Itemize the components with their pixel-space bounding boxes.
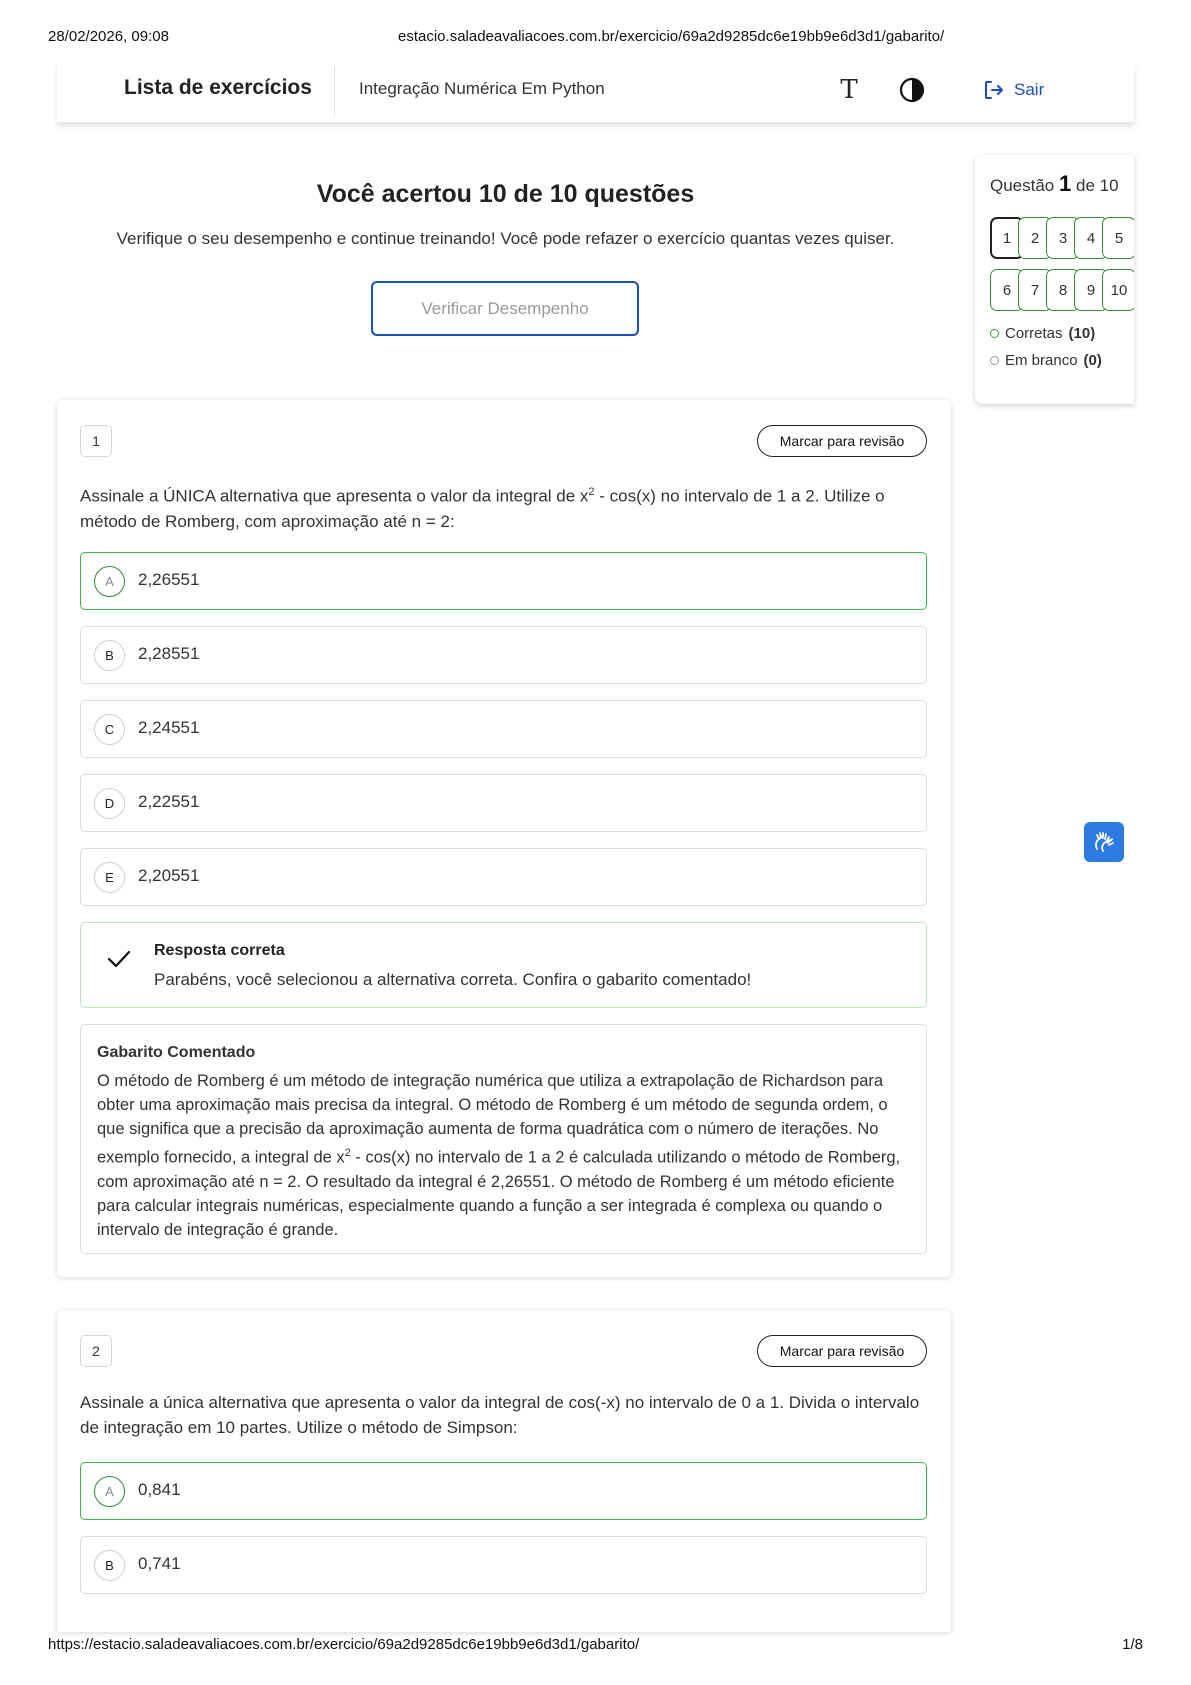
- print-page-number: 1/8: [1122, 1636, 1143, 1653]
- sign-language-icon: [1091, 829, 1117, 855]
- alternative-letter: C: [94, 714, 125, 745]
- question-text: Assinale a ÚNICA alternativa que apresenta o valor da integral de $x^2 - \cos(x)$ no intervalo de 1 a 2. Utilize o método de Romberg, com aproximação até n = 2:: [80, 486, 885, 531]
- exit-label: Sair: [1014, 80, 1045, 99]
- question-counter: [990, 171, 1119, 197]
- mark-for-review-button[interactable]: Marcar para revisão: [757, 425, 927, 457]
- question-counter-current: 1: [1059, 171, 1072, 196]
- alternative-value: 0,841: [138, 1480, 181, 1499]
- question-text: Assinale a única alternativa que apresenta o valor da integral de cos(-x) no intervalo de 0 a 1. Divida o intervalo de integração em 10 partes. Utilize o método de Simpson:: [80, 1393, 920, 1437]
- feedback-title: Resposta correta: [154, 942, 285, 959]
- question-nav-button[interactable]: 3: [1046, 217, 1080, 259]
- alternative-letter: E: [94, 862, 125, 893]
- print-footer-url: https://estacio.saladeavaliacoes.com.br/exercicio/69a2d9285dc6e19bb9e6d3d1/gabarito/: [48, 1636, 640, 1653]
- result-description: Verifique o seu desempenho e continue treinando! Você pode refazer o exercício quantas vezes quiser.: [116, 229, 895, 248]
- alternative-option[interactable]: [80, 626, 927, 684]
- alternative-option[interactable]: [80, 1536, 927, 1594]
- legend-correct-label: Corretas: [1005, 325, 1063, 342]
- alternative-letter: B: [94, 640, 125, 671]
- legend-blank-label: Em branco: [1005, 352, 1078, 369]
- question-nav-button[interactable]: 10: [1102, 269, 1134, 311]
- contrast-icon: [896, 74, 928, 106]
- question-card-1: [57, 400, 951, 1277]
- libras-accessibility-button[interactable]: [1084, 822, 1124, 862]
- alternative-letter: A: [94, 1476, 125, 1507]
- explanation-title: Gabarito Comentado: [97, 1044, 256, 1061]
- page-title: Lista de exercícios: [124, 76, 312, 99]
- print-footer: [48, 1636, 1143, 1656]
- font-size-button[interactable]: [831, 72, 867, 108]
- answer-explanation: [80, 1024, 927, 1254]
- question-nav-button[interactable]: 2: [1018, 217, 1052, 259]
- contrast-button[interactable]: [896, 74, 928, 106]
- alternative-option[interactable]: [80, 700, 927, 758]
- print-url: estacio.saladeavaliacoes.com.br/exercicio/69a2d9285dc6e19bb9e6d3d1/gabarito/: [398, 28, 945, 45]
- alternative-value: 2,28551: [138, 644, 200, 663]
- question-nav-button[interactable]: 4: [1074, 217, 1108, 259]
- alternative-value: 2,26551: [138, 570, 200, 589]
- mark-for-review-button[interactable]: Marcar para revisão: [757, 1335, 927, 1367]
- correct-dot-icon: [990, 329, 999, 338]
- print-header: [48, 28, 1143, 48]
- font-size-icon: T: [840, 75, 858, 105]
- question-nav-button[interactable]: 7: [1018, 269, 1052, 311]
- alternative-option[interactable]: [80, 552, 927, 610]
- answer-feedback: [80, 922, 927, 1008]
- alternative-option[interactable]: [80, 848, 927, 906]
- question-card-2: [57, 1310, 951, 1632]
- alternative-letter: D: [94, 788, 125, 819]
- result-title: Você acertou 10 de 10 questões: [316, 180, 695, 208]
- exit-button[interactable]: [982, 76, 1044, 104]
- explanation-text: O método de Romberg é um método de integração numérica que utiliza a extrapolação de Richardson para obter uma aproximação mais precisa da integral. O método de Romberg é um método de segunda ordem, o que significa que a precisão da aproximação aumenta de forma quadrática com o número de iterações. No exemplo fornecido, a integral de $x^2 - \cos(x)$ no intervalo de 1 a 2 é calculada utilizando o método de Romberg, com aproximação até n = 2. O resultado da integral é 2,26551. O método de Romberg é um método eficiente para calcular integrais numéricas, especialmente quando a função a ser integrada é complexa ou quando o intervalo de integração é grande.: [97, 1072, 901, 1239]
- feedback-text: Parabéns, você selecionou a alternativa correta. Confira o gabarito comentado!: [154, 970, 752, 989]
- question-number: 2: [80, 1335, 112, 1367]
- print-datetime: 28/02/2026, 09:08: [48, 28, 169, 45]
- question-counter-prefix: Questão: [990, 176, 1055, 195]
- legend-correct-count: (10): [1068, 325, 1096, 342]
- result-summary: [57, 180, 954, 249]
- legend-blank-count: (0): [1083, 352, 1102, 369]
- header-divider: [334, 66, 335, 116]
- alternative-value: 2,22551: [138, 792, 200, 811]
- alternative-value: 0,741: [138, 1554, 181, 1573]
- alternative-value: 2,24551: [138, 718, 200, 737]
- checkmark-icon: [107, 949, 131, 969]
- verify-performance-button[interactable]: Verificar Desempenho: [371, 281, 639, 336]
- question-number: 1: [80, 425, 112, 457]
- blank-dot-icon: [990, 356, 999, 365]
- alternative-value: 2,20551: [138, 866, 200, 885]
- question-nav-button[interactable]: 6: [990, 269, 1024, 311]
- alternative-letter: B: [94, 1550, 125, 1581]
- question-nav-button[interactable]: 5: [1102, 217, 1134, 259]
- app-header: [57, 62, 1134, 122]
- logout-icon: [982, 78, 1006, 102]
- legend-correct: [990, 325, 1095, 342]
- question-nav-button[interactable]: 8: [1046, 269, 1080, 311]
- question-nav-button[interactable]: 9: [1074, 269, 1108, 311]
- question-navigator: [975, 155, 1134, 404]
- question-nav-button[interactable]: 1: [990, 217, 1024, 259]
- alternative-option[interactable]: [80, 1462, 927, 1520]
- exercise-subtitle: Integração Numérica Em Python: [359, 79, 605, 98]
- legend-blank: [990, 352, 1102, 369]
- question-counter-suffix: de 10: [1075, 176, 1119, 195]
- alternative-letter: A: [94, 566, 125, 597]
- alternative-option[interactable]: [80, 774, 927, 832]
